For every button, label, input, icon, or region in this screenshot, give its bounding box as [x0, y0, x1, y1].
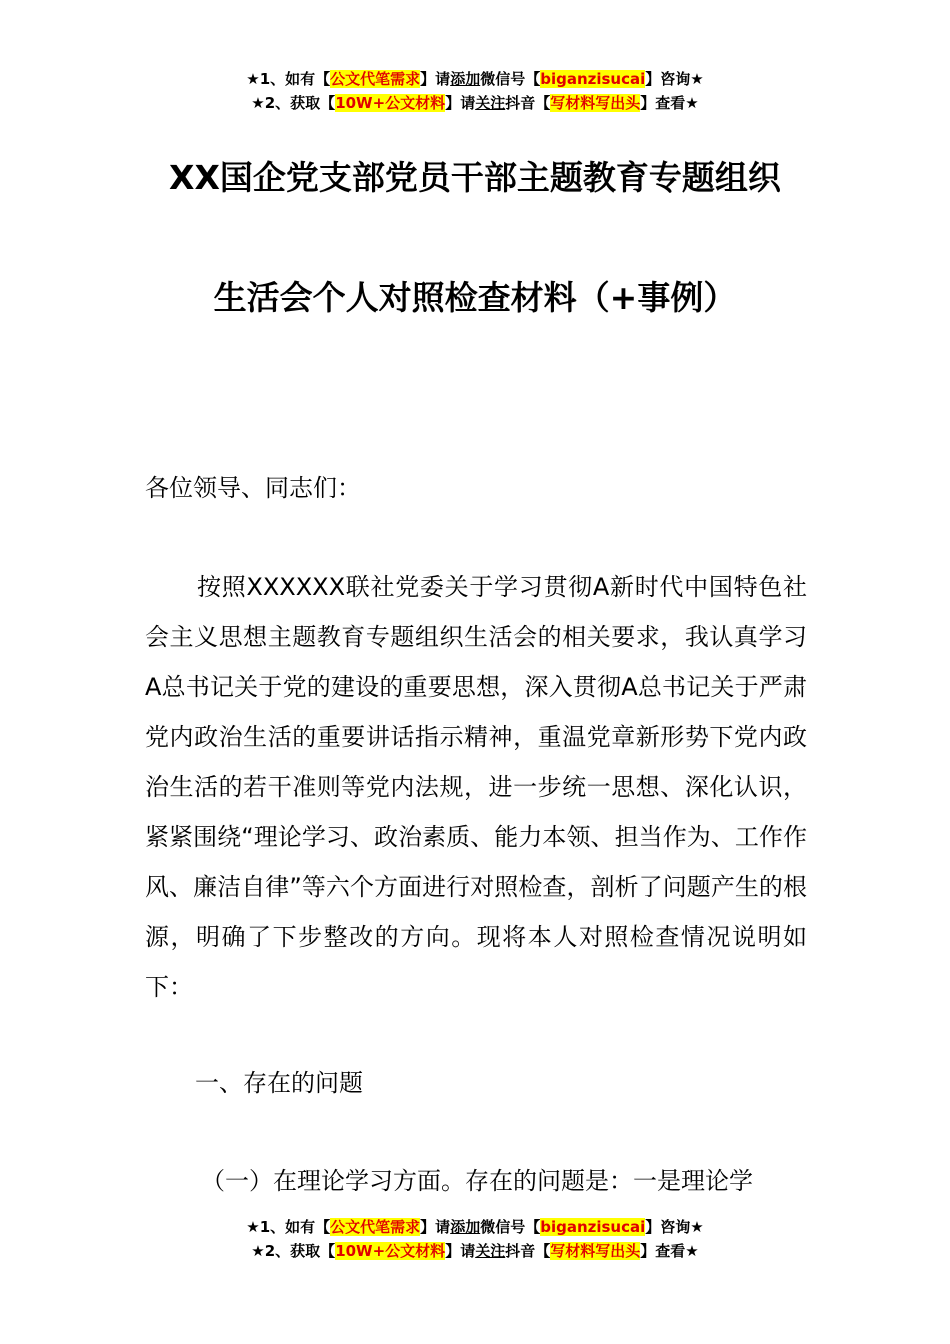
banner-line-2 [0, 1239, 950, 1263]
banner-text: 】查看★ [640, 94, 699, 112]
banner-text: ★2、获取【 [251, 1242, 336, 1260]
banner-text: ★1、如有【 [246, 1218, 331, 1236]
banner-text: 抖音【 [505, 94, 551, 112]
banner-highlight: biganzisucai [540, 70, 646, 88]
banner-highlight: 写材料写出头 [550, 1242, 641, 1260]
banner-underlined-text: 添加 [450, 1218, 481, 1236]
banner-highlight: 10W+公文材料 [335, 94, 446, 112]
banner-text: 】咨询★ [645, 70, 704, 88]
banner-highlight: 10W+公文材料 [335, 1242, 446, 1260]
banner-highlight: 公文代笔需求 [330, 70, 421, 88]
banner-text: 】请 [420, 1218, 451, 1236]
banner-text: ★2、获取【 [251, 94, 336, 112]
banner-highlight: 公文代笔需求 [330, 1218, 421, 1236]
banner-text: 】请 [445, 1242, 476, 1260]
banner-text: 】查看★ [640, 1242, 699, 1260]
document-title-line-1: XX国企党支部党员干部主题教育专题组织 [169, 158, 781, 197]
banner-text: ★1、如有【 [246, 70, 331, 88]
subsection-paragraph: （一）在理论学习方面。存在的问题是：一是理论学 [201, 1167, 753, 1195]
banner-underlined-text: 关注 [475, 1242, 506, 1260]
banner-underlined-text: 关注 [475, 94, 506, 112]
banner-line-1 [0, 1215, 950, 1239]
banner-underlined-text: 添加 [450, 70, 481, 88]
document-title-line-2: 生活会个人对照检查材料（+事例） [213, 278, 737, 317]
banner-highlight: biganzisucai [540, 1218, 646, 1236]
intro-paragraph: 按照XXXXXX联社党委关于学习贯彻A新时代中国特色社会主义思想主题教育专题组织生活会的相关要求，我认真学习A总书记关于党的建设的重要思想，深入贯彻A总书记关于严肃党内政治生活的重要讲话指示精神，重温党章新形势下党内政治生活的若干准则等党内法规，进一步统一思想、深化认识，紧紧围绕“理论学习、政治素质、能力本领、担当作为、工作作风、廉洁自律”等六个方面进行对照检查，剖析了问题产生的根源，明确了下步整改的方向。现将本人对照检查情况说明如下： [145, 573, 807, 1001]
header-banner [0, 67, 950, 115]
banner-line-1 [0, 67, 950, 91]
banner-text: 】请 [445, 94, 476, 112]
banner-text: 微信号【 [480, 1218, 541, 1236]
banner-text: 】请 [420, 70, 451, 88]
salutation: 各位领导、同志们： [145, 474, 361, 502]
footer-banner [0, 1215, 950, 1263]
banner-text: 抖音【 [505, 1242, 551, 1260]
banner-text: 】咨询★ [645, 1218, 704, 1236]
banner-highlight: 写材料写出头 [550, 94, 641, 112]
banner-line-2 [0, 91, 950, 115]
section-heading: 一、存在的问题 [195, 1069, 363, 1097]
banner-text: 微信号【 [480, 70, 541, 88]
